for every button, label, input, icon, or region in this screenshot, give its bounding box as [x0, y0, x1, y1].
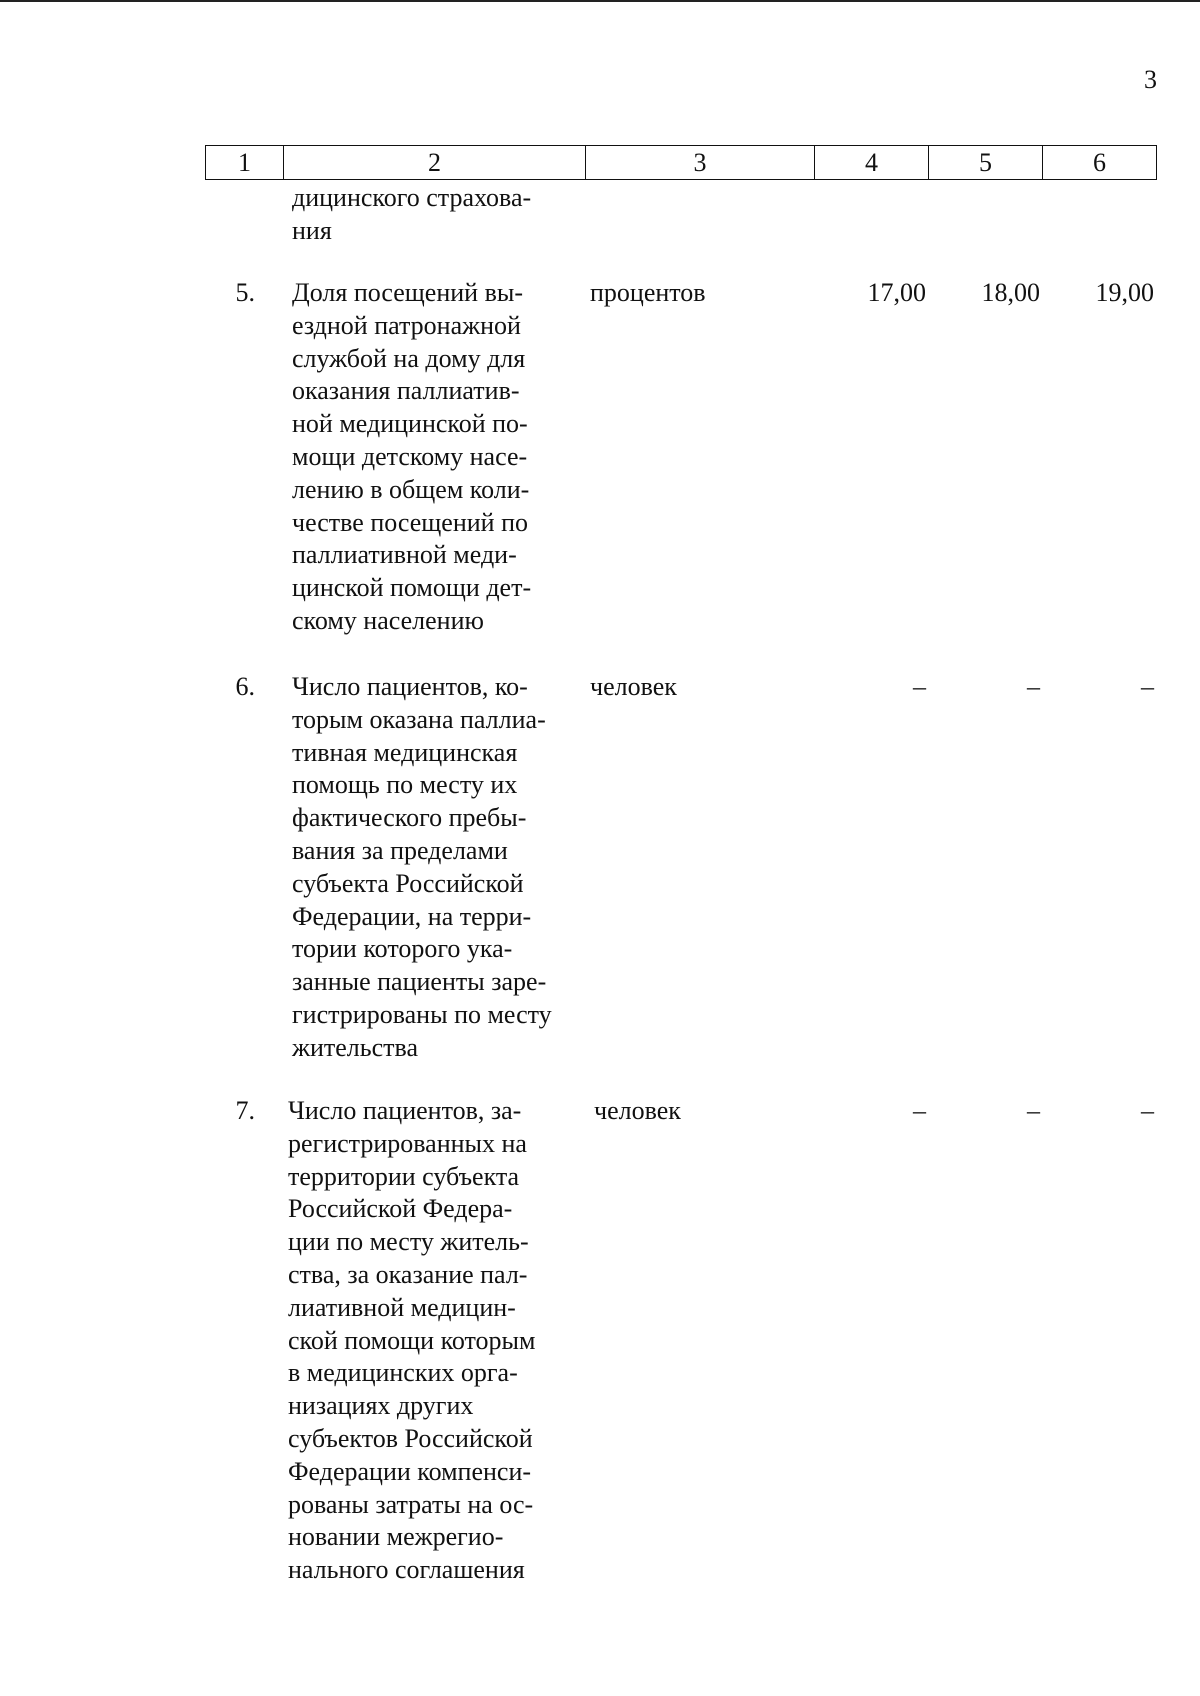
row-5-value-col6: 19,00	[1095, 278, 1154, 307]
column-header-row	[206, 146, 1157, 180]
description-line: оказания паллиатив-	[292, 376, 520, 406]
description-line: лиативной медицин-	[288, 1292, 516, 1322]
description-line: низациях других	[288, 1391, 474, 1421]
description-line: лению в общем коли-	[292, 474, 530, 504]
description-line: Российской Федера-	[288, 1194, 513, 1224]
description-line: в медицинских орга-	[288, 1358, 518, 1388]
description-line: рованы затраты на ос-	[288, 1489, 534, 1519]
row-7-description	[288, 1095, 572, 1587]
description-line: Федерации компенси-	[288, 1456, 532, 1486]
top-rule	[0, 0, 1200, 2]
row-5-description	[292, 277, 576, 638]
description-line: вания за пределами	[292, 835, 508, 865]
description-line: Число пациентов, ко-	[292, 672, 528, 701]
description-line: Число пациентов, за-	[288, 1096, 522, 1125]
row-5-value-col5: 18,00	[981, 278, 1040, 307]
description-line: ной медицинской по-	[292, 409, 528, 439]
row-6-value-col6: –	[1141, 672, 1154, 701]
description-line: гистрированы по месту	[292, 999, 552, 1029]
column-header-4: 4	[815, 146, 929, 180]
description-line: занные пациенты заре-	[292, 967, 547, 997]
description-line: тории которого ука-	[292, 934, 513, 964]
description-line: цинской помощи дет-	[292, 573, 532, 603]
description-line: помощь по месту их	[292, 770, 518, 800]
description-line: мощи детскому насе-	[292, 441, 528, 471]
row-7-unit: человек	[594, 1096, 681, 1125]
continuation-text	[292, 182, 576, 248]
row-5-unit: процентов	[590, 278, 706, 307]
description-line: Федерации, на терри-	[292, 901, 532, 931]
description-line: фактического пребы-	[292, 803, 527, 833]
description-line: паллиативной меди-	[292, 540, 517, 570]
row-6-description	[292, 671, 576, 1065]
row-7-value-col6: –	[1141, 1096, 1154, 1125]
description-line: скому населению	[292, 605, 484, 635]
continuation-line: ния	[292, 215, 332, 245]
row-5-number: 5.	[235, 278, 255, 307]
row-6-unit: человек	[590, 672, 677, 701]
row-6-value-col4: –	[913, 672, 926, 701]
column-header-table	[205, 145, 1157, 180]
continuation-line: дицинского страхова-	[292, 183, 532, 212]
column-header-5: 5	[929, 146, 1043, 180]
description-line: ции по месту житель-	[288, 1227, 529, 1257]
column-header-3: 3	[586, 146, 815, 180]
description-line: субъекта Российской	[292, 868, 524, 898]
description-line: ства, за оказание пал-	[288, 1259, 528, 1289]
page-number: 3	[1144, 65, 1157, 94]
description-line: Доля посещений вы-	[292, 278, 523, 307]
row-7-value-col5: –	[1027, 1096, 1040, 1125]
row-6-number: 6.	[235, 672, 255, 701]
description-line: нального соглашения	[288, 1555, 525, 1585]
description-line: субъектов Российской	[288, 1423, 533, 1453]
row-6-value-col5: –	[1027, 672, 1040, 701]
description-line: регистрированных на	[288, 1128, 527, 1158]
column-header-2: 2	[284, 146, 586, 180]
column-header-6: 6	[1043, 146, 1157, 180]
description-line: ездной патронажной	[292, 310, 521, 340]
description-line: службой на дому для	[292, 343, 526, 373]
description-line: тивная медицинская	[292, 737, 518, 767]
row-7-value-col4: –	[913, 1096, 926, 1125]
column-header-1: 1	[206, 146, 284, 180]
description-line: торым оказана паллиа-	[292, 704, 546, 734]
description-line: жительства	[292, 1032, 418, 1062]
row-7-number: 7.	[235, 1096, 255, 1125]
description-line: ской помощи которым	[288, 1325, 536, 1355]
description-line: новании межрегио-	[288, 1522, 504, 1552]
description-line: честве посещений по	[292, 507, 529, 537]
description-line: территории субъекта	[288, 1161, 520, 1191]
row-5-value-col4: 17,00	[867, 278, 926, 307]
